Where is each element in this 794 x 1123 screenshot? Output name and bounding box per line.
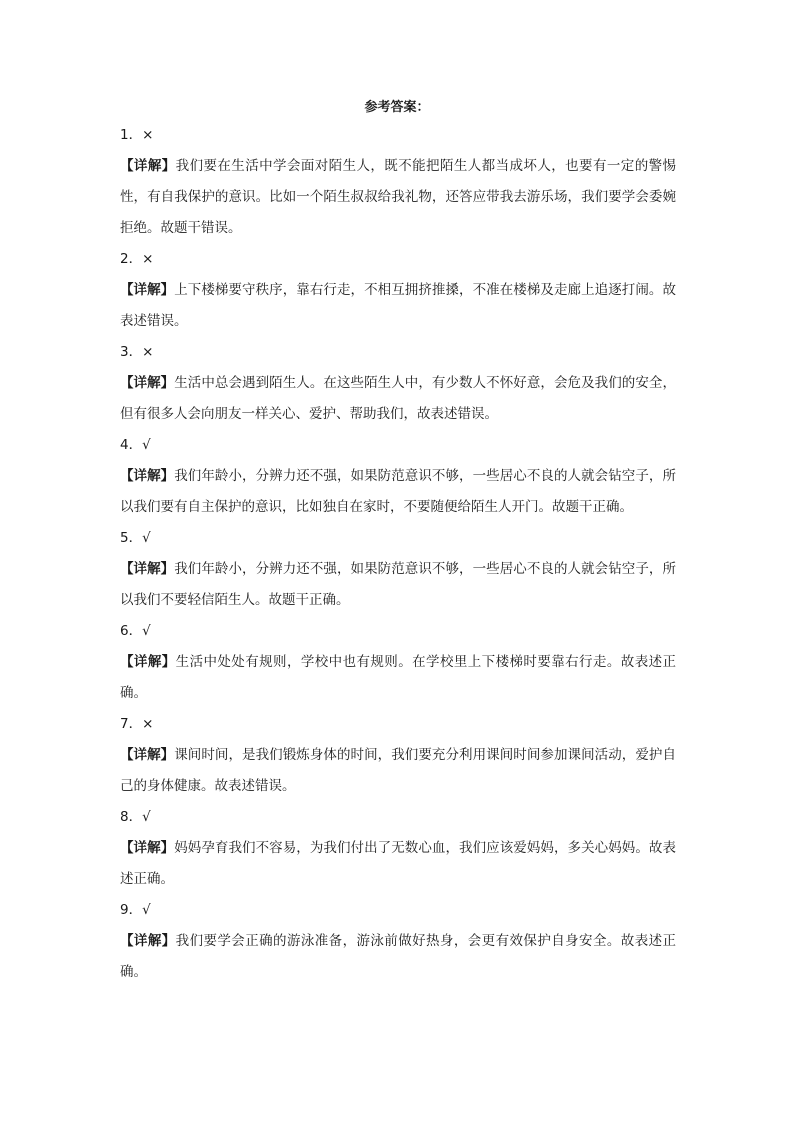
explanation-text: 课间时间，是我们锻炼身体的时间，我们要充分利用课间时间参加课间活动，爱护自己的身体健康。故表述错误。 bbox=[120, 747, 676, 794]
explanation bbox=[120, 461, 676, 523]
explanation-text: 我们要在生活中学会面对陌生人，既不能把陌生人都当成坏人，也要有一定的警惕性，有自我保护的意识。比如一个陌生叔叔给我礼物，还答应带我去游乐场，我们要学会委婉拒绝。故题干错误。 bbox=[120, 158, 677, 236]
answer-item bbox=[120, 895, 676, 988]
item-number: 5．√ bbox=[120, 530, 151, 546]
explanation bbox=[120, 554, 676, 616]
explanation-text: 生活中处处有规则，学校中也有规则。在学校里上下楼梯时要靠右行走。故表述正确。 bbox=[120, 654, 677, 701]
answer-item bbox=[120, 523, 676, 616]
explanation bbox=[120, 740, 676, 802]
item-number: 3．× bbox=[120, 344, 154, 360]
answer-list bbox=[120, 120, 676, 988]
detail-tag: 【详解】 bbox=[120, 468, 175, 484]
item-number: 8．√ bbox=[120, 809, 151, 825]
detail-tag: 【详解】 bbox=[120, 747, 175, 763]
explanation-text: 我们年龄小，分辨力还不强，如果防范意识不够，一些居心不良的人就会钻空子，所以我们不要轻信陌生人。故题干正确。 bbox=[120, 561, 676, 608]
detail-tag: 【详解】 bbox=[120, 654, 176, 670]
explanation bbox=[120, 151, 676, 244]
detail-tag: 【详解】 bbox=[120, 282, 175, 298]
detail-tag: 【详解】 bbox=[120, 375, 175, 391]
detail-tag: 【详解】 bbox=[120, 158, 176, 174]
item-number: 7．× bbox=[120, 716, 154, 732]
explanation bbox=[120, 275, 676, 337]
explanation-text: 生活中总会遇到陌生人。在这些陌生人中，有少数人不怀好意，会危及我们的安全，但有很多人会向朋友一样关心、爱护、帮助我们，故表述错误。 bbox=[120, 375, 676, 422]
item-number: 1．× bbox=[120, 127, 154, 143]
detail-tag: 【详解】 bbox=[120, 933, 176, 949]
detail-tag: 【详解】 bbox=[120, 561, 175, 577]
answer-item bbox=[120, 430, 676, 523]
page-title: 参考答案： bbox=[364, 100, 430, 115]
explanation bbox=[120, 647, 676, 709]
explanation bbox=[120, 368, 676, 430]
item-number: 6．√ bbox=[120, 623, 151, 639]
item-number: 9．√ bbox=[120, 902, 151, 918]
answer-item bbox=[120, 120, 676, 244]
explanation-text: 上下楼梯要守秩序，靠右行走，不相互拥挤推搡，不准在楼梯及走廊上追逐打闹。故表述错误。 bbox=[120, 282, 676, 329]
explanation bbox=[120, 833, 676, 895]
detail-tag: 【详解】 bbox=[120, 840, 175, 856]
answer-item bbox=[120, 244, 676, 337]
answer-item bbox=[120, 709, 676, 802]
answer-item bbox=[120, 616, 676, 709]
item-number: 4．√ bbox=[120, 437, 151, 453]
explanation-text: 妈妈孕育我们不容易，为我们付出了无数心血，我们应该爱妈妈，多关心妈妈。故表述正确。 bbox=[120, 840, 676, 887]
answer-item bbox=[120, 337, 676, 430]
explanation bbox=[120, 926, 676, 988]
item-number: 2．× bbox=[120, 251, 154, 267]
explanation-text: 我们要学会正确的游泳准备，游泳前做好热身，会更有效保护自身安全。故表述正确。 bbox=[120, 933, 677, 980]
answer-item bbox=[120, 802, 676, 895]
explanation-text: 我们年龄小，分辨力还不强，如果防范意识不够，一些居心不良的人就会钻空子，所以我们要有自主保护的意识，比如独自在家时，不要随便给陌生人开门。故题干正确。 bbox=[120, 468, 676, 515]
